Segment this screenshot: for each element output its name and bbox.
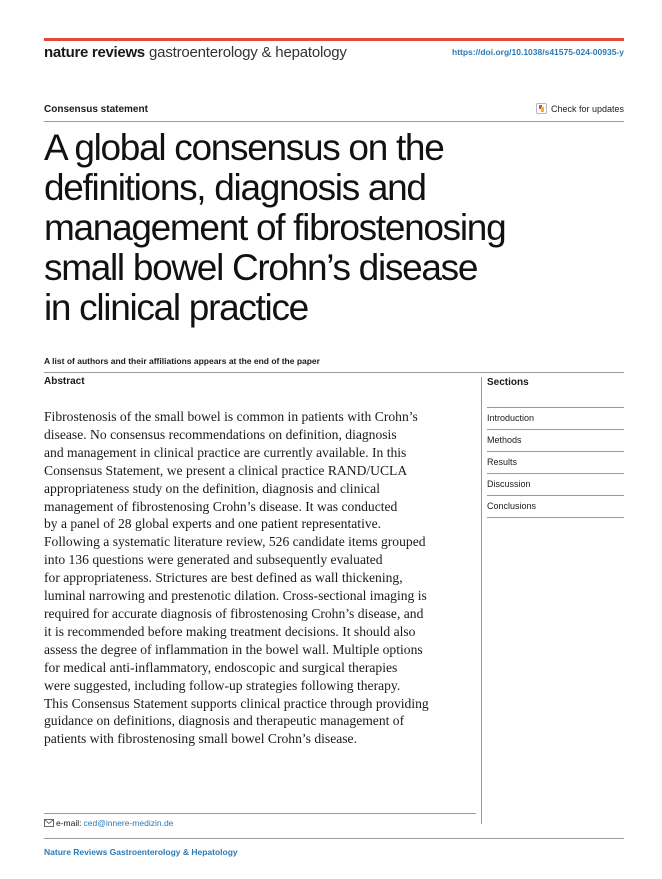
header-accent-rule [44,38,624,41]
abstract-line: Consensus Statement, we present a clinical practice RAND/UCLA [44,462,408,478]
section-link-introduction[interactable]: Introduction [487,408,624,430]
section-link-results[interactable]: Results [487,452,624,474]
journal-name-bold: nature reviews [44,44,145,61]
abstract-body [44,408,484,748]
section-link-discussion[interactable]: Discussion [487,474,624,496]
abstract-line: into 136 questions were generated and subsequently evaluated [44,552,383,568]
divider-rule [44,838,624,839]
divider-rule [44,372,624,373]
abstract-line: it is recommended before making treatment decisions. It should also [44,623,416,639]
divider-rule [44,813,476,814]
abstract-line: for appropriateness. Strictures are best defined as wall thickening, [44,570,403,586]
email-label: e-mail: [56,818,82,828]
article-title-line: definitions, diagnosis and [44,167,426,208]
column-divider [481,377,482,824]
correspondence-email [44,818,173,828]
article-type-label: Consensus statement [44,104,148,115]
divider-rule [44,121,624,122]
footer-journal-name: Nature Reviews Gastroenterology & Hepatology [44,847,238,857]
abstract-line: management of fibrostenosing Crohn’s disease. It was conducted [44,498,398,514]
abstract-line: disease. No consensus recommendations on definition, diagnosis [44,426,397,442]
journal-name [44,44,347,61]
article-title-line: management of fibrostenosing [44,207,506,248]
doi-link[interactable]: https://doi.org/10.1038/s41575-024-00935-y [452,47,624,57]
article-title-line: in clinical practice [44,287,308,328]
abstract-heading: Abstract [44,376,85,387]
check-for-updates-label: Check for updates [550,103,624,114]
abstract-line: by a panel of 28 global experts and one patient representative. [44,516,382,532]
abstract-line: required for accurate diagnosis of fibrostenosing Crohn’s disease, and [44,605,424,621]
abstract-line: luminal narrowing and prestenotic dilation. Cross-sectional imaging is [44,588,427,604]
article-title [44,128,624,328]
article-title-line: small bowel Crohn’s disease [44,247,478,288]
abstract-line: were suggested, including follow-up strategies following therapy. [44,677,401,693]
abstract-line: This Consensus Statement supports clinical practice through providing [44,695,429,711]
abstract-line: Following a systematic literature review, 526 candidate items grouped [44,534,426,550]
article-title-line: A global consensus on the [44,127,444,168]
abstract-line: and management in clinical practice are currently available. In this [44,444,407,460]
authors-note: A list of authors and their affiliations appears at the end of the paper [44,356,320,366]
abstract-line: patients with fibrostenosing small bowel Crohn’s disease. [44,731,357,747]
journal-name-light: gastroenterology & hepatology [149,44,347,61]
section-link-methods[interactable]: Methods [487,430,624,452]
email-address-link[interactable]: ced@innere-medizin.de [83,818,174,828]
abstract-line: Fibrostenosis of the small bowel is common in patients with Crohn’s [44,409,418,424]
abstract-line: guidance on definitions, diagnosis and therapeutic management of [44,713,405,729]
check-for-updates-button[interactable] [536,103,624,114]
sections-heading: Sections [487,377,529,388]
abstract-line: for medical anti-inflammatory, endoscopic and surgical therapies [44,659,398,675]
check-for-updates-icon [536,103,547,114]
abstract-line: assess the degree of inflammation in the bowel wall. Multiple options [44,641,423,657]
section-link-conclusions[interactable]: Conclusions [487,496,624,518]
sections-nav [487,407,624,518]
abstract-line: appropriateness study on the definition, diagnosis and clinical [44,480,380,496]
mail-icon [44,819,54,827]
